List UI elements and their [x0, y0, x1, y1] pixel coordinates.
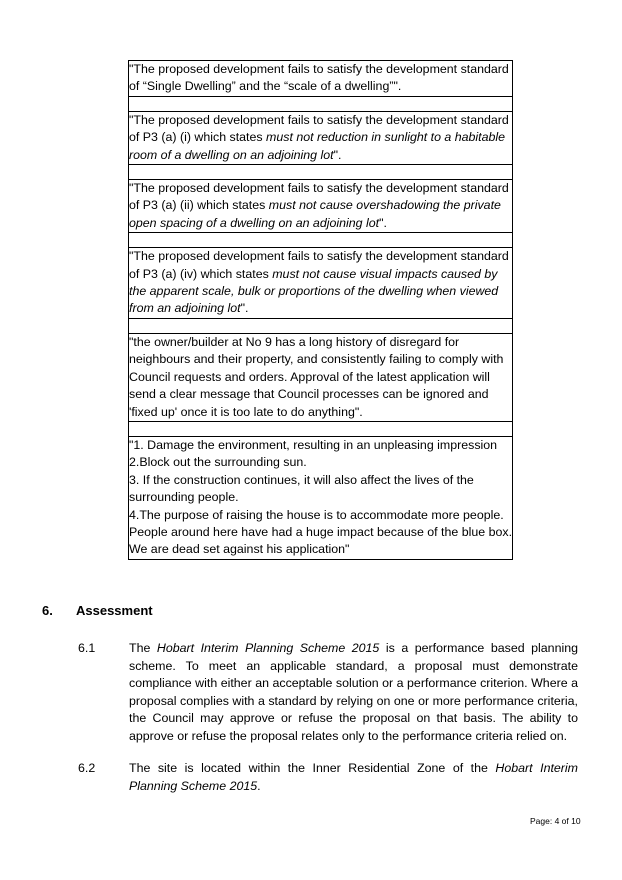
quote-line — [129, 386, 512, 403]
quote-line — [129, 351, 512, 368]
text: "The proposed development fails to satisfy the development standard — [129, 62, 509, 76]
italic-text: Hobart Interim Planning Scheme 2015 — [129, 761, 578, 793]
text: 4.The purpose of raising the house is to accommodate more people. — [129, 507, 504, 522]
quote-cell — [129, 61, 513, 97]
section-title: Assessment — [76, 603, 153, 618]
representations-table — [128, 60, 513, 560]
quote-row — [129, 61, 513, 97]
paragraph-text — [129, 760, 578, 795]
italic-text: must not cause overshadowing the private — [268, 198, 501, 213]
quote-line — [129, 112, 512, 129]
quote-cell — [129, 180, 513, 233]
quote-line — [129, 147, 512, 164]
italic-text: open spacing of a dwelling on an adjoining lot — [129, 215, 380, 230]
text: "The proposed development fails to satisfy the development standard — [129, 112, 509, 127]
italic-text: from an adjoining lot — [129, 301, 241, 316]
quote-row — [129, 111, 513, 164]
text: neighbours and their property, and consistently failing to comply with — [129, 352, 504, 367]
quote-line — [129, 507, 512, 524]
quote-line — [129, 215, 512, 232]
text: "the owner/builder at No 9 has a long history of disregard for — [129, 334, 460, 349]
text: "1. Damage the environment, resulting in an unpleasing impression — [129, 437, 498, 452]
italic-text: must not cause visual impacts caused by — [272, 266, 498, 281]
quote-line — [129, 369, 512, 386]
text: of P3 (a) (iv) which states — [129, 266, 273, 281]
quote-line — [129, 300, 512, 317]
italic-text: must not reduction in sunlight to a habitable — [266, 130, 506, 145]
text: is a performance based planning scheme. To meet an applicable standard, a proposal must demonstrate compliance with either an acceptable solution or a performance criterion. Where a proposal complies with a standard by relying on one or more performance criteria, the Council may approve or refuse the proposal on that basis. The ability to approve or refuse the proposal relates only to the performance criteria relied on. — [129, 641, 578, 743]
text: . — [257, 778, 261, 793]
text: of P3 (a) (ii) which states — [129, 198, 269, 213]
quote-cell — [129, 111, 513, 164]
page-number: Page: 4 of 10 — [530, 816, 581, 826]
text: We are dead set against his application" — [129, 542, 350, 557]
text: ". — [333, 147, 342, 162]
quote-line — [129, 437, 512, 454]
text: People around here have had a huge impact because of the blue box. — [129, 524, 513, 539]
text: ". — [379, 215, 387, 230]
italic-text: Hobart Interim Planning Scheme 2015 — [156, 641, 380, 655]
spacer-cell — [129, 421, 513, 436]
quote-line — [129, 283, 512, 300]
spacer-cell — [129, 318, 513, 333]
text: send a clear message that Council processes can be ignored and — [129, 387, 489, 402]
quote-row — [129, 180, 513, 233]
text: 'fixed up' once it is too late to do anything". — [129, 404, 363, 419]
quote-line — [129, 472, 512, 489]
paragraph-number: 6.2 — [78, 761, 96, 775]
section-number: 6. — [42, 603, 53, 618]
quote-line — [129, 334, 512, 351]
quote-line — [129, 61, 512, 78]
paragraph-text — [129, 640, 578, 746]
quote-row — [129, 436, 513, 559]
spacer-cell — [129, 233, 513, 248]
quote-row — [129, 333, 513, 421]
paragraph-number: 6.1 — [78, 641, 96, 655]
quote-line — [129, 197, 512, 214]
quote-line — [129, 489, 512, 506]
quote-line — [129, 266, 512, 283]
text: of “Single Dwelling” and the “scale of a dwelling”". — [129, 79, 402, 94]
quote-cell — [129, 248, 513, 319]
quote-line — [129, 129, 512, 146]
spacer-cell — [129, 96, 513, 111]
text: 2.Block out the surrounding sun. — [129, 455, 307, 470]
quote-line — [129, 180, 512, 197]
text: Council requests and orders. Approval of the latest application will — [129, 369, 490, 384]
section-heading — [42, 603, 153, 618]
text: of P3 (a) (i) which states — [129, 130, 267, 145]
quote-line — [129, 541, 512, 558]
quote-line — [129, 454, 512, 471]
quote-cell — [129, 436, 513, 559]
italic-text: room of a dwelling on an adjoining lot — [129, 147, 334, 162]
spacer-cell — [129, 165, 513, 180]
quote-line — [129, 524, 512, 541]
italic-text: the apparent scale, bulk or proportions of the dwelling when viewed — [129, 284, 499, 299]
quote-row — [129, 248, 513, 319]
text: The site is located within the Inner Residential Zone of the — [129, 761, 496, 775]
quote-line — [129, 78, 512, 95]
text: The — [129, 641, 157, 655]
text: 3. If the construction continues, it will also affect the lives of the — [129, 472, 474, 487]
text: surrounding people. — [129, 490, 239, 505]
text: ". — [240, 301, 249, 316]
quote-line — [129, 248, 512, 265]
text: "The proposed development fails to satisfy the development standard — [129, 249, 509, 264]
text: "The proposed development fails to satisfy the development standard — [129, 181, 509, 196]
quote-cell — [129, 333, 513, 421]
quote-line — [129, 404, 512, 421]
